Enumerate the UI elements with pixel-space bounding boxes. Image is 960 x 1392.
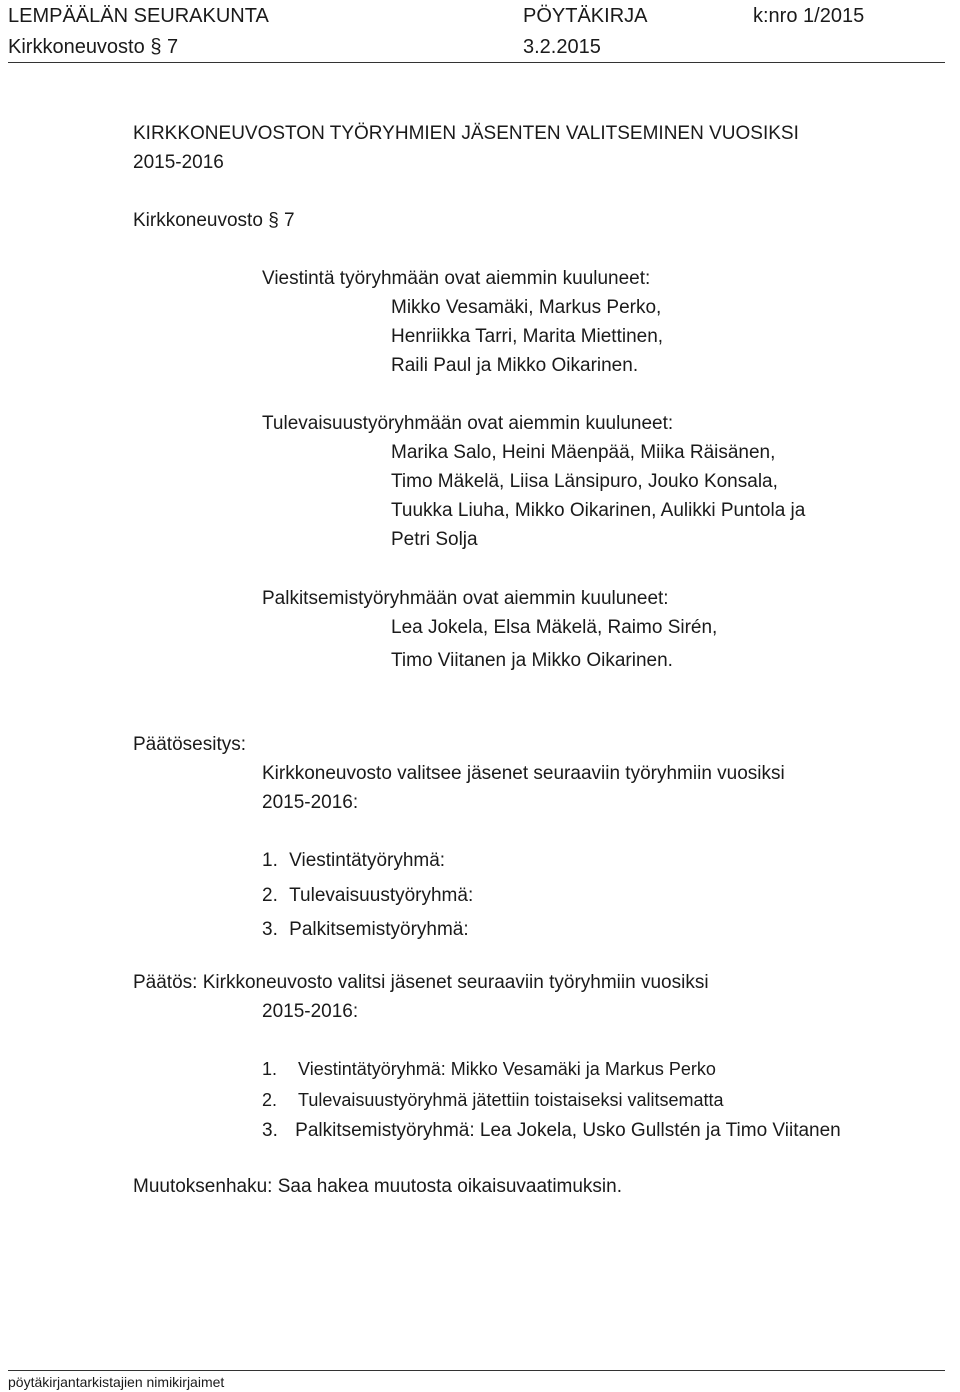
section-reference-number: 7 (284, 210, 295, 231)
section-number: 7 (167, 36, 179, 58)
decision-label: Päätös: (133, 972, 198, 993)
meeting-date: 3.2.2015 (523, 36, 601, 58)
future-group-heading: Tulevaisuustyöryhmään ovat aiemmin kuuluneet: (262, 413, 674, 434)
rewards-group-heading: Palkitsemistyöryhmään ovat aiemmin kuuluneet: (262, 588, 669, 609)
meeting-section-header (8, 37, 178, 57)
header-divider (8, 62, 945, 63)
decision-item-number: 1. (262, 1059, 278, 1079)
meeting-name: Kirkkoneuvosto (8, 36, 145, 58)
appeal-label: Muutoksenhaku: (133, 1176, 273, 1197)
signature-initials-label: pöytäkirjantarkistajien nimikirjaimet (8, 1374, 225, 1390)
decision-item-number: 3. (262, 1120, 278, 1141)
decision-item (262, 1091, 724, 1109)
appeal-block (133, 1177, 622, 1196)
decision-text: Kirkkoneuvosto valitsi jäsenet seuraaviin työryhmiin vuosiksi (202, 972, 709, 993)
decision-item (262, 1121, 841, 1140)
decision-item (262, 1060, 716, 1078)
decision-item-number: 2. (262, 1090, 278, 1110)
document-type: PÖYTÄKIRJA (523, 5, 648, 27)
decision-item-text: Tulevaisuustyöryhmä jätettiin toistaiseksi valitsematta (298, 1090, 724, 1110)
decision-block (133, 973, 709, 992)
proposal-item-number: 3. (262, 919, 278, 940)
rewards-members-line: Timo Viitanen ja Mikko Oikarinen. (391, 650, 673, 671)
proposal-item-text: Palkitsemistyöryhmä: (289, 919, 469, 940)
proposal-text: Kirkkoneuvosto valitsee jäsenet seuraaviin työryhmiin vuosiksi (262, 763, 785, 784)
communications-members-line: Henriikka Tarri, Marita Miettinen, (391, 326, 664, 347)
page-title: KIRKKONEUVOSTON TYÖRYHMIEN JÄSENTEN VALITSEMINEN VUOSIKSI (133, 123, 799, 144)
section-reference-body: Kirkkoneuvosto (133, 210, 263, 231)
proposal-item-number: 1. (262, 850, 278, 871)
proposal-item-number: 2. (262, 885, 278, 906)
proposal-item-text: Viestintätyöryhmä: (289, 850, 446, 871)
appeal-text: Saa hakea muutosta oikaisuvaatimuksin. (277, 1176, 623, 1197)
future-members-line: Tuukka Liuha, Mikko Oikarinen, Aulikki Puntola ja (391, 500, 806, 521)
proposal-item (262, 851, 445, 870)
proposal-item-text: Tulevaisuustyöryhmä: (289, 885, 474, 906)
page-title-years: 2015-2016 (133, 152, 224, 173)
document-number: k:nro 1/2015 (753, 5, 865, 27)
decision-item-text: Palkitsemistyöryhmä: Lea Jokela, Usko Gullstén ja Timo Viitanen (295, 1120, 841, 1141)
communications-members-line: Mikko Vesamäki, Markus Perko, (391, 297, 662, 318)
decision-years: 2015-2016: (262, 1001, 359, 1022)
rewards-members-line: Lea Jokela, Elsa Mäkelä, Raimo Sirén, (391, 617, 718, 638)
proposal-label: Päätösesitys: (133, 734, 246, 755)
proposal-item (262, 920, 469, 939)
communications-members-line: Raili Paul ja Mikko Oikarinen. (391, 355, 639, 376)
section-reference (133, 211, 295, 230)
section-symbol: § (150, 36, 162, 58)
future-members-line: Timo Mäkelä, Liisa Länsipuro, Jouko Konsala, (391, 471, 778, 492)
future-members-line: Petri Solja (391, 529, 478, 550)
future-members-line: Marika Salo, Heini Mäenpää, Miika Räisänen, (391, 442, 776, 463)
section-reference-symbol: § (268, 210, 279, 231)
organization-name: LEMPÄÄLÄN SEURAKUNTA (8, 5, 269, 27)
proposal-item (262, 886, 473, 905)
decision-item-text: Viestintätyöryhmä: Mikko Vesamäki ja Markus Perko (298, 1059, 716, 1079)
footer-divider (8, 1370, 945, 1371)
communications-group-heading: Viestintä työryhmään ovat aiemmin kuuluneet: (262, 268, 651, 289)
proposal-years: 2015-2016: (262, 792, 359, 813)
